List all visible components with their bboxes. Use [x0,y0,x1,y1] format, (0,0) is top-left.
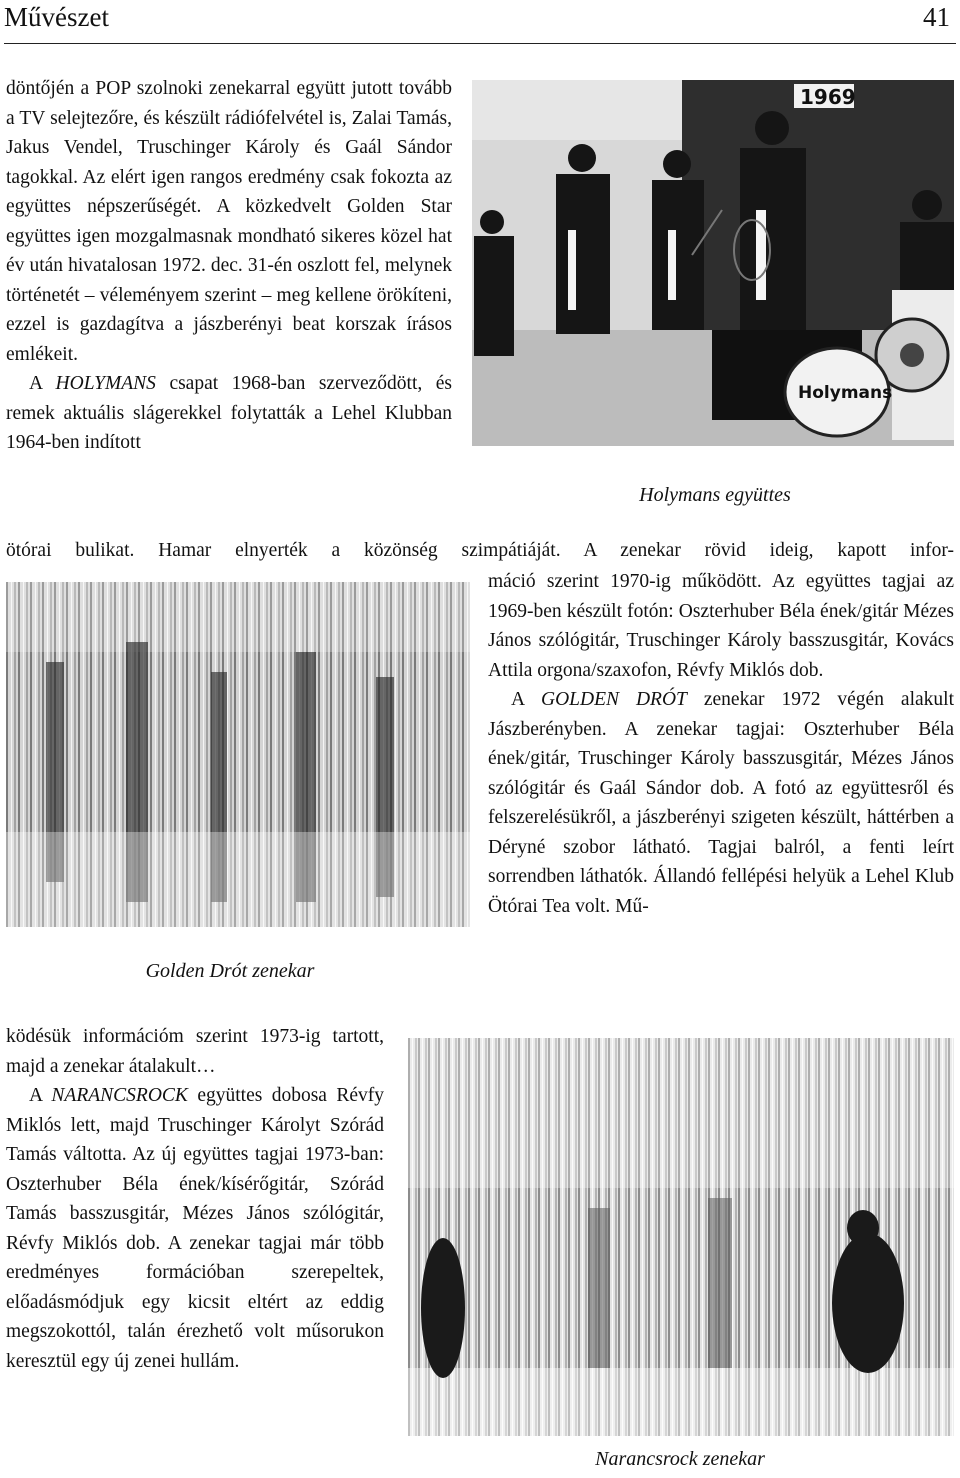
holymans-caption: Holymans együttes [639,484,791,506]
narancsrock-band-name: NARANCSROCK [51,1085,188,1106]
paragraph-holymans-members: máció szerint 1970-ig működött. Az együttes tagjai az 1969-ben készült fotón: Oszterhuber Béla ének/gitár Mézes János szólógitár, Truschinger Károly basszusgitár, Kovács Attila orgona/szaxofon, Révfy Miklós dob. [488,571,954,681]
narancsrock-photo-illustration [408,1038,954,1436]
golden-drot-caption: Golden Drót zenekar [145,960,315,982]
drum-logo-text: Holymans [798,383,893,403]
golden-drot-intro: A [511,689,525,710]
holymans-text: csapat 1968-ban szerveződött, és remek aktuális slágerekkel folytatták a Lehel Klubban 1964-ben indított [6,373,453,453]
narancsrock-photo [408,1038,954,1436]
holymans-photo [472,80,954,446]
text-column-left [6,74,452,458]
text-column-bottom-left [6,1022,384,1376]
golden-drot-text: zenekar 1972 végén alakult Jászberényben. A zenekar tagjai: Oszterhuber Béla ének/gitár, Truschinger Károly basszusgitár, Mézes János szólógitár és Gaál Sándor dob. A fotó az együttesről és felszerelésükről, a jászberényi szigeten készült, háttérben a Déryné szobor látható. Tagjai balról, a fenti leírt sorrendben láthatók. Állandó fellépési helyük a Lehel Klub Ötórai Tea volt. Mű- [488,689,954,917]
text-column-right [488,567,954,921]
section-title: Művészet [4,2,109,32]
golden-drot-photo [6,582,470,927]
holymans-intro: A [29,373,43,394]
fullwidth-text-line: ötórai bulikat. Hamar elnyerték a közönség szimpátiáját. A zenekar rövid ideig, kapott infor- [6,540,954,561]
narancsrock-intro: A [29,1085,43,1106]
paragraph-holymans [6,369,452,458]
wall-sign-text: 1969 [800,85,856,109]
narancsrock-text: együttes dobosa Révfy Miklós lett, majd Truschinger Károlyt Szórád Tamás váltotta. Az új együttes tagjai 1973-ban: Oszterhuber Béla ének/kísérőgitár, Szórád Tamás basszusgitár, Mézes János szólógitár, Révfy Miklós dob. A zenekar tagjai már több eredményes formációban szerepeltek, előadásmódjuk egy kicsit eltért az eddig megszokottól, talán érezhető volt műsorukon keresztül egy új zenei hullám. [6,1085,385,1372]
holymans-band-name: HOLYMANS [55,373,156,394]
paragraph-golden-star: döntőjén a POP szolnoki zenekarral együtt jutott tovább a TV selejtezőre, és készült rádiófelvétel is, Zalai Tamás, Jakus Vendel, Truschinger Károly és Gaál Sándor tagokkal. Az elért igen rangos eredmény csak fokozta az együttes népszerűségét. A közkedvelt Golden Star együttes igen mozgalmasnak mondható sikeres közel hat év után hivatalosan 1972. dec. 31-én oszlott fel, melynek történetét – véleményem szerint – meg kellene örökíteni, ezzel is gazdagítva a jászberényi beat korszak írásos emlékeit. [6,78,452,365]
holymans-photo-illustration [472,80,954,446]
paragraph-golden-drot [488,685,954,921]
page-number: 41 [923,2,950,32]
header-rule [4,43,956,44]
golden-drot-band-name: GOLDEN DRÓT [540,689,687,710]
paragraph-activity-end: ködésük információm szerint 1973-ig tartott, majd a zenekar átalakult… [6,1026,384,1077]
narancsrock-caption: Narancsrock zenekar [595,1448,765,1470]
golden-drot-photo-illustration [6,582,470,927]
paragraph-narancsrock [6,1081,384,1376]
